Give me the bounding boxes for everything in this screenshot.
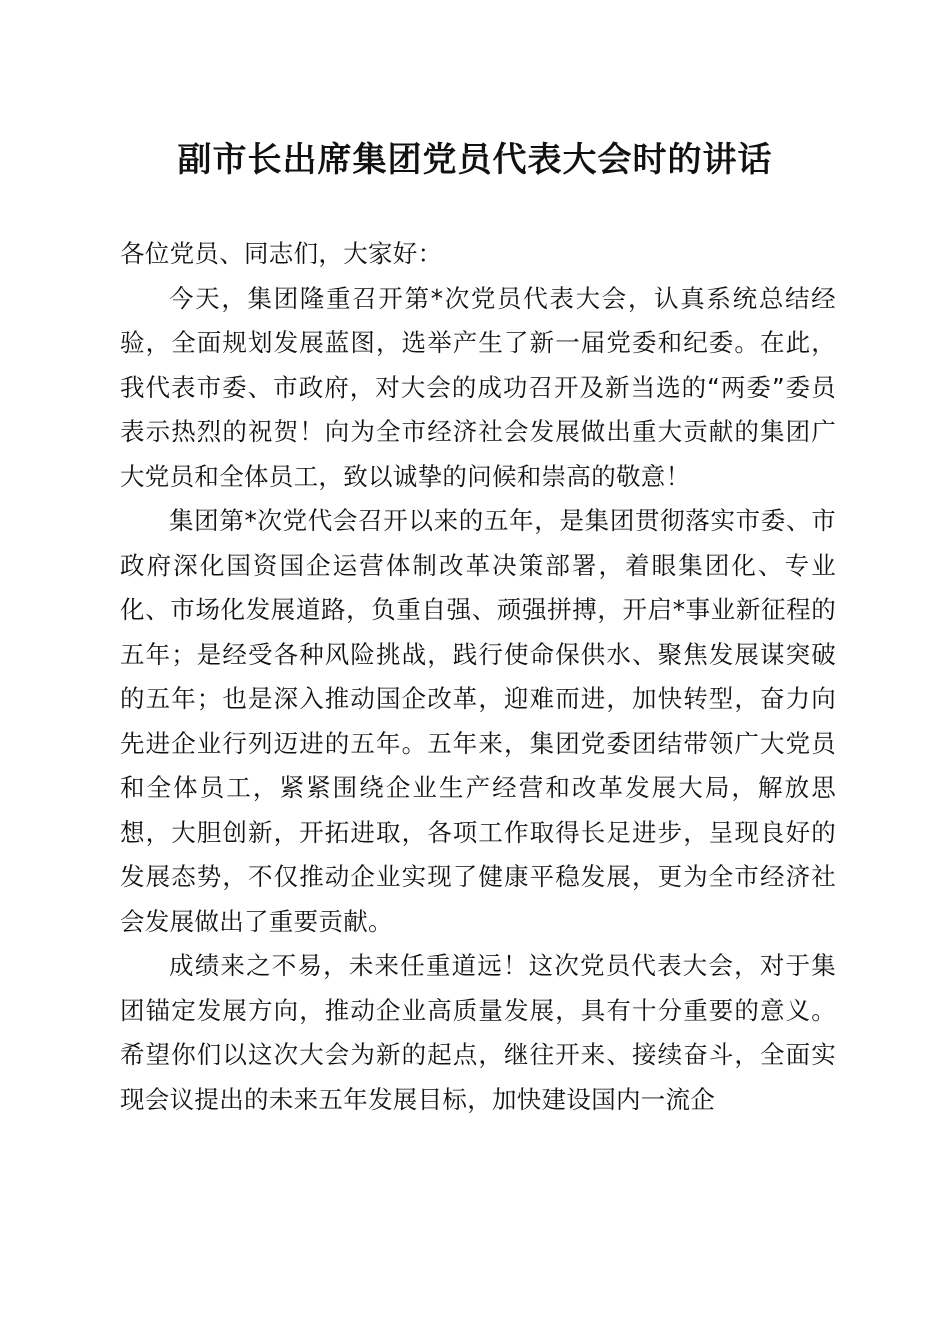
- paragraph-1: 今天，集团隆重召开第*次党员代表大会，认真系统总结经验，全面规划发展蓝图，选举产生了新一届党委和纪委。在此，我代表市委、市政府，对大会的成功召开及新当选的“两委”委员表示热烈的祝贺！向为全市经济社会发展做出重大贡献的集团广大党员和全体员工，致以诚挚的问候和崇高的敬意！: [120, 283, 836, 491]
- paragraph-3: 成绩来之不易，未来任重道远！这次党员代表大会，对于集团锚定发展方向，推动企业高质量发展，具有十分重要的意义。希望你们以这次大会为新的起点，继往开来、接续奋斗，全面实现会议提出的未来五年发展目标，加快建设国内一流企: [120, 951, 836, 1114]
- document-body: [120, 232, 836, 1122]
- document-title: 副市长出席集团党员代表大会时的讲话: [177, 140, 773, 180]
- paragraph-2: 集团第*次党代会召开以来的五年，是集团贯彻落实市委、市政府深化国资国企运营体制改革决策部署，着眼集团化、专业化、市场化发展道路，负重自强、顽强拼搏，开启*事业新征程的五年；是经受各种风险挑战，践行使命保供水、聚焦发展谋突破的五年；也是深入推动国企改革，迎难而进，加快转型，奋力向先进企业行列迈进的五年。五年来，集团党委团结带领广大党员和全体员工，紧紧围绕企业生产经营和改革发展大局，解放思想，大胆创新，开拓进取，各项工作取得长足进步，呈现良好的发展态势，不仅推动企业实现了健康平稳发展，更为全市经济社会发展做出了重要贡献。: [120, 506, 836, 936]
- salutation: 各位党员、同志们，大家好：: [120, 239, 443, 268]
